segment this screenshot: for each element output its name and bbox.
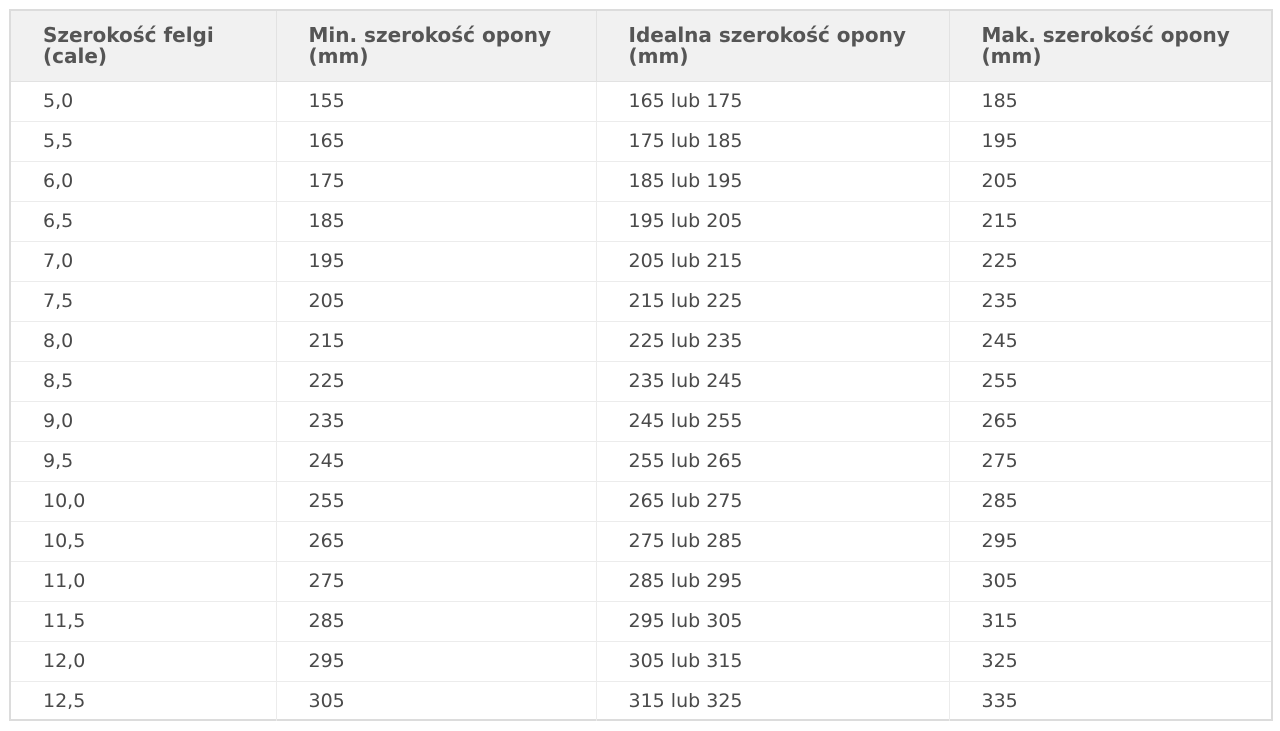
cell-min-tire-width: 275 [276, 561, 596, 601]
table-row [11, 81, 1271, 121]
table-row [11, 481, 1271, 521]
header-max-tire-width-line1: Mak. szerokość opony [981, 23, 1230, 47]
cell-rim-width: 11,5 [11, 601, 276, 641]
header-rim-width-line1: Szerokość felgi [43, 23, 214, 47]
cell-rim-width: 9,5 [11, 441, 276, 481]
cell-max-tire-width: 335 [981, 690, 1018, 713]
cell-rim-width: 10,0 [11, 481, 276, 521]
cell-rim-width: 12,0 [11, 641, 276, 681]
header-rim-width [11, 11, 276, 81]
table-row [11, 401, 1271, 441]
cell-max-tire-width: 305 [949, 561, 1271, 601]
cell-min-tire-width: 255 [276, 481, 596, 521]
cell-max-tire-width: 315 [949, 601, 1271, 641]
table-row [11, 321, 1271, 361]
cell-max-tire-width: 325 [949, 641, 1271, 681]
cell-ideal-tire-width: 265 lub 275 [596, 481, 949, 521]
table-row [11, 641, 1271, 681]
cell-ideal-tire-width: 205 lub 215 [596, 241, 949, 281]
cell-max-tire-width: 265 [949, 401, 1271, 441]
header-max-tire-width [949, 11, 1271, 81]
cell-ideal-tire-width: 165 lub 175 [596, 81, 949, 121]
cell-max-tire-width: 205 [949, 161, 1271, 201]
header-row [11, 11, 1271, 81]
table-row [11, 121, 1271, 161]
cell-rim-width: 8,0 [11, 321, 276, 361]
cell-min-tire-width: 165 [276, 121, 596, 161]
table-row [11, 561, 1271, 601]
cell-min-tire-width: 225 [276, 361, 596, 401]
table-row [11, 161, 1271, 201]
cell-max-tire-width: 235 [949, 281, 1271, 321]
cell-ideal-tire-width: 275 lub 285 [596, 521, 949, 561]
table-body [11, 81, 1271, 721]
cell-rim-width: 5,5 [11, 121, 276, 161]
header-ideal-tire-width [596, 11, 949, 81]
cell-min-tire-width: 195 [276, 241, 596, 281]
cell-rim-width: 11,0 [11, 561, 276, 601]
cell-ideal-tire-width: 305 lub 315 [596, 641, 949, 681]
cell-rim-width: 7,0 [11, 241, 276, 281]
cell-ideal-tire-width: 185 lub 195 [596, 161, 949, 201]
tire-size-table-container [9, 9, 1273, 721]
cell-rim-width: 5,0 [11, 81, 276, 121]
cell-ideal-tire-width: 225 lub 235 [596, 321, 949, 361]
tire-size-table [11, 11, 1271, 721]
table-row [11, 681, 1271, 721]
cell-rim-width: 12,5 [11, 681, 276, 721]
cell-max-tire-width: 215 [949, 201, 1271, 241]
cell-max-tire-width: 245 [949, 321, 1271, 361]
cell-ideal-tire-width: 245 lub 255 [596, 401, 949, 441]
cell-min-tire-width: 175 [276, 161, 596, 201]
header-min-tire-width [276, 11, 596, 81]
header-rim-width-line2: (cale) [43, 44, 108, 68]
cell-max-tire-width: 185 [949, 81, 1271, 121]
cell-ideal-tire-width: 295 lub 305 [596, 601, 949, 641]
cell-min-tire-width: 295 [276, 641, 596, 681]
cell-min-tire-width: 245 [276, 441, 596, 481]
cell-rim-width: 9,0 [11, 401, 276, 441]
cell-rim-width: 10,5 [11, 521, 276, 561]
cell-max-tire-width: 295 [949, 521, 1271, 561]
cell-min-tire-width: 155 [276, 81, 596, 121]
cell-ideal-tire-width: 285 lub 295 [596, 561, 949, 601]
cell-min-tire-width: 235 [276, 401, 596, 441]
cell-min-tire-width: 205 [276, 281, 596, 321]
cell-min-tire-width: 185 [276, 201, 596, 241]
cell-ideal-tire-width: 215 lub 225 [596, 281, 949, 321]
cell-rim-width: 7,5 [11, 281, 276, 321]
table-row [11, 601, 1271, 641]
table-row [11, 361, 1271, 401]
cell-max-tire-width: 275 [949, 441, 1271, 481]
cell-min-tire-width: 305 [276, 681, 596, 721]
table-row [11, 521, 1271, 561]
header-ideal-tire-width-line2: (mm) [628, 44, 689, 68]
table-row [11, 441, 1271, 481]
cell-max-tire-width: 255 [949, 361, 1271, 401]
header-min-tire-width-line2: (mm) [308, 44, 369, 68]
header-max-tire-width-line2: (mm) [981, 44, 1042, 68]
header-ideal-tire-width-line1: Idealna szerokość opony [628, 23, 906, 47]
header-min-tire-width-line1: Min. szerokość opony [308, 23, 552, 47]
cell-min-tire-width: 265 [276, 521, 596, 561]
cell-max-tire-width: 285 [949, 481, 1271, 521]
table-header [11, 11, 1271, 81]
cell-max-tire-width: 195 [949, 121, 1271, 161]
cell-max-tire-width: 225 [949, 241, 1271, 281]
table-row [11, 201, 1271, 241]
cell-min-tire-width: 215 [276, 321, 596, 361]
cell-ideal-tire-width: 235 lub 245 [596, 361, 949, 401]
table-row [11, 241, 1271, 281]
cell-min-tire-width: 285 [276, 601, 596, 641]
cell-ideal-tire-width: 195 lub 205 [596, 201, 949, 241]
cell-ideal-tire-width: 255 lub 265 [596, 441, 949, 481]
table-row [11, 281, 1271, 321]
cell-rim-width: 6,5 [11, 201, 276, 241]
cell-ideal-tire-width: 175 lub 185 [596, 121, 949, 161]
cell-rim-width: 6,0 [11, 161, 276, 201]
cell-ideal-tire-width: 315 lub 325 [596, 681, 949, 721]
cell-rim-width: 8,5 [11, 361, 276, 401]
